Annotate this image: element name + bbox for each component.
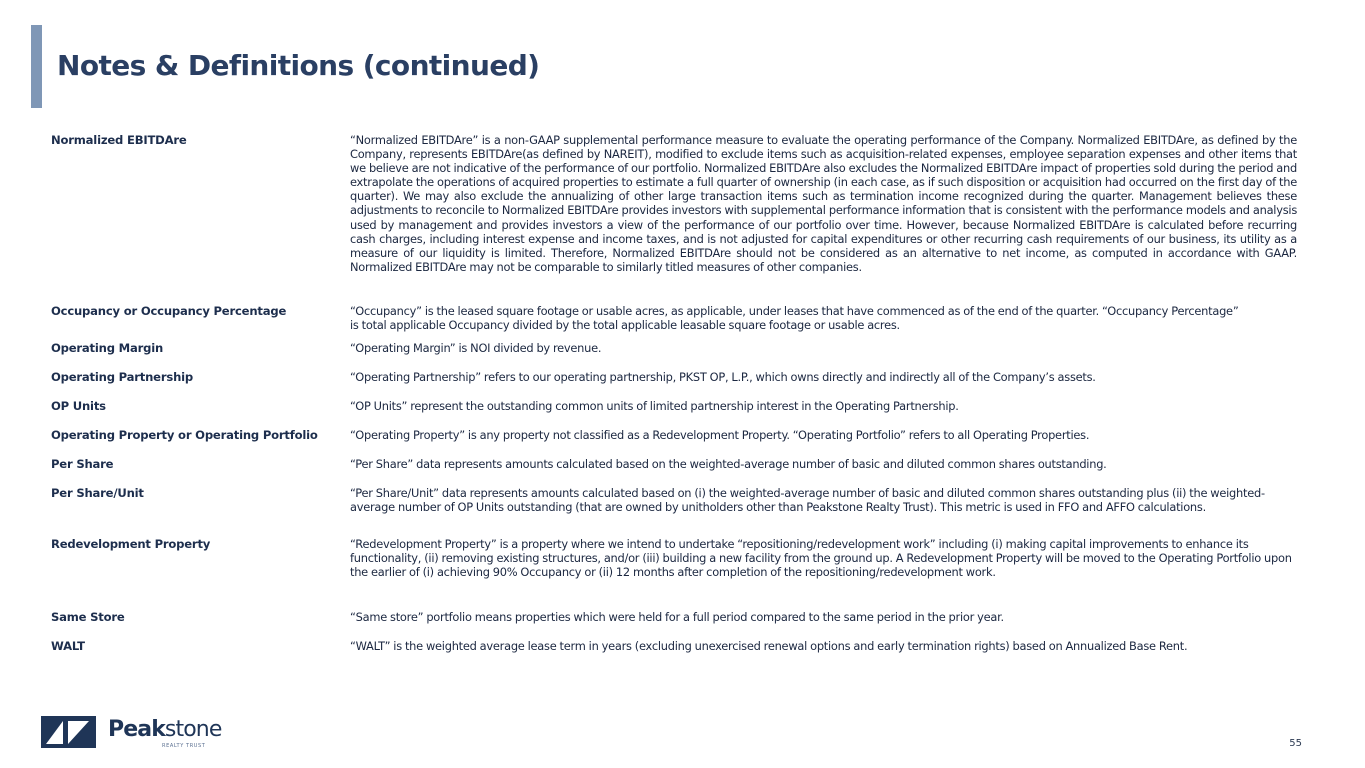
definition-text: “Per Share” data represents amounts calculated based on the weighted-average number of basic and diluted common shares outstanding. [350,457,1107,471]
definition-term: Per Share [51,457,114,471]
page-number: 55 [1289,738,1302,749]
definition-text: “Redevelopment Property” is a property where we intend to undertake “repositioning/redevelopment work” including (i) making capital improvements to enhance its functionality, (ii) removing existing structures, and/or (iii) building a new facility from the ground up. A Redevelopment Property will be moved to the Operating Portfolio upon the earlier of (i) achieving 90% Occupancy or (ii) 12 months after completion of the repositioning/redevelopment work. [350,537,1292,580]
definition-term: Operating Property or Operating Portfolio [51,428,318,442]
definition-text: “Operating Partnership” refers to our operating partnership, PKST OP, L.P., which owns directly and indirectly all of the Company’s assets. [350,370,1096,384]
logo-tagline: REALTY TRUST [162,743,206,749]
definition-text: “Same store” portfolio means properties which were held for a full period compared to the same period in the prior year. [350,610,1004,624]
definition-text: “OP Units” represent the outstanding common units of limited partnership interest in the Operating Partnership. [350,399,959,413]
page-title: Notes & Definitions (continued) [57,49,540,82]
definition-term: Redevelopment Property [51,537,211,551]
definition-term: Same Store [51,610,125,624]
logo-wordmark [108,718,221,742]
definition-term: WALT [51,639,85,653]
definition-text: “Per Share/Unit” data represents amounts calculated based on (i) the weighted-average number of basic and diluted common shares outstanding plus (ii) the weighted-average number of OP Units outstanding (that are owned by unitholders other than Peakstone Realty Trust). This metric is used in FFO and AFFO calculations. [350,486,1265,515]
definition-term: Per Share/Unit [51,486,144,500]
definition-text: “Occupancy” is the leased square footage or usable acres, as applicable, under leases that have commenced as of the end of the quarter. “Occupancy Percentage” is total applicable Occupancy divided by the total applicable leasable square footage or usable acres. [350,304,1239,333]
logo-wordmark-rest: stone [164,717,222,742]
definition-term: Operating Margin [51,341,164,355]
definition-term: Normalized EBITDAre [51,133,187,147]
definition-text: “Operating Property” is any property not classified as a Redevelopment Property. “Operating Portfolio” refers to all Operating Properties. [350,428,1090,442]
peak-mountain-icon [41,716,96,748]
definition-text: “WALT” is the weighted average lease term in years (excluding unexercised renewal options and early termination rights) based on Annualized Base Rent. [350,639,1188,653]
definition-term: Occupancy or Occupancy Percentage [51,304,287,318]
title-accent-bar [31,25,42,108]
definition-term: OP Units [51,399,106,413]
company-logo [41,715,261,751]
definition-term: Operating Partnership [51,370,193,384]
definition-text: “Normalized EBITDAre” is a non-GAAP supplemental performance measure to evaluate the operating performance of the Company. Normalized EBITDAre, as defined by the Company, represents EBITDAre(as defined by NAREIT), modified to exclude items such as acquisition-related expenses, employee separation expenses and other items that we believe are not indicative of the performance of our portfolio. Normalized EBITDAre also excludes the Normalized EBITDAre impact of properties sold during the period and extrapolate the operations of acquired properties to estimate a full quarter of ownership (in each case, as if such disposition or acquisition had occurred on the first day of the quarter). We may also exclude the annualizing of other large transaction items such as termination income recognized during the quarter. Management believes these adjustments to reconcile to Normalized EBITDAre provides investors with supplemental performance information that is consistent with the performance models and analysis used by management and provides investors a view of the performance of our portfolio over time. However, because Normalized EBITDAre is calculated before recurring cash charges, including interest expense and income taxes, and is not adjusted for capital expenditures or other recurring cash requirements of our business, its utility as a measure of our liquidity is limited. Therefore, Normalized EBITDAre should not be considered as an alternative to net income, as computed in accordance with GAAP. Normalized EBITDAre may not be comparable to similarly titled measures of other companies. [350,133,1297,274]
logo-wordmark-bold: Peak [108,717,165,742]
definition-text: “Operating Margin” is NOI divided by revenue. [350,341,602,355]
